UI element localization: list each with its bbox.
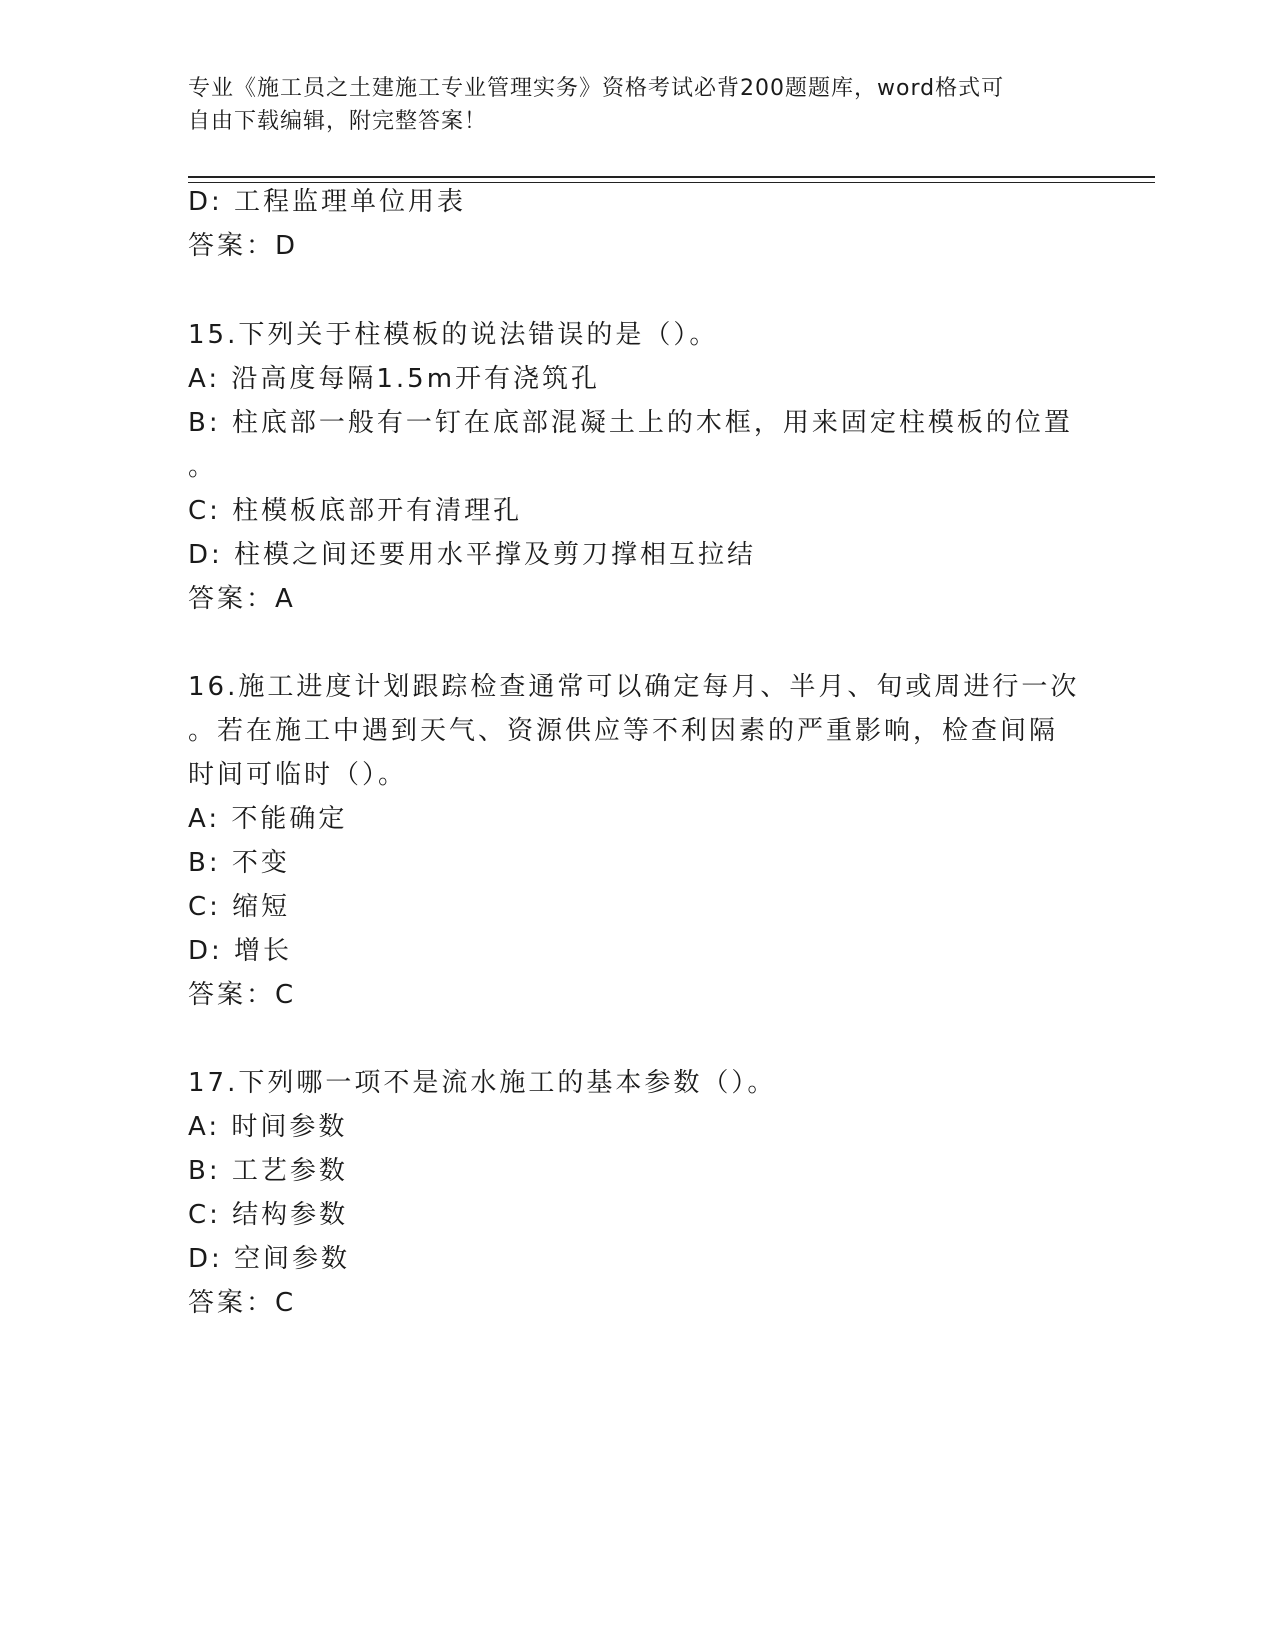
q17-option-c: C: 结构参数	[188, 1200, 349, 1230]
q16-stem-line-2: 。若在施工中遇到天气、资源供应等不利因素的严重影响，检查间隔	[188, 716, 1059, 746]
q15-answer: 答案：A	[188, 584, 296, 614]
prev-answer: 答案：D	[188, 231, 299, 261]
document-header	[188, 72, 1068, 138]
q17-option-d: D: 空间参数	[188, 1244, 351, 1274]
q16-option-a: A: 不能确定	[188, 804, 348, 834]
q16-answer: 答案：C	[188, 980, 297, 1010]
q16-stem-line-1: 16.施工进度计划跟踪检查通常可以确定每月、半月、旬或周进行一次	[188, 672, 1080, 702]
q15-option-d: D: 柱模之间还要用水平撑及剪刀撑相互拉结	[188, 540, 757, 570]
q15-option-b-cont: 。	[188, 452, 218, 482]
q16-option-c: C: 缩短	[188, 892, 291, 922]
q15-option-a: A: 沿高度每隔1.5m开有浇筑孔	[188, 364, 601, 394]
q16-stem-line-3: 时间可临时（）。	[188, 760, 408, 790]
header-line-1: 专业《施工员之土建施工专业管理实务》资格考试必背200题题库，word格式可	[188, 76, 1005, 101]
q16-option-d: D: 增长	[188, 936, 293, 966]
q17-option-b: B: 工艺参数	[188, 1156, 348, 1186]
q17-stem: 17.下列哪一项不是流水施工的基本参数（）。	[188, 1068, 777, 1098]
q15-option-b: B: 柱底部一般有一钉在底部混凝土上的木框，用来固定柱模板的位置	[188, 408, 1073, 438]
q16-option-b: B: 不变	[188, 848, 290, 878]
q15-stem: 15.下列关于柱模板的说法错误的是（）。	[188, 320, 719, 350]
q17-answer: 答案：C	[188, 1288, 297, 1318]
header-line-2: 自由下载编辑，附完整答案！	[188, 109, 488, 134]
header-divider-thin	[188, 182, 1155, 183]
header-divider-thick	[188, 176, 1155, 178]
prev-option-d: D: 工程监理单位用表	[188, 187, 467, 217]
q17-option-a: A: 时间参数	[188, 1112, 348, 1142]
q15-option-c: C: 柱模板底部开有清理孔	[188, 496, 523, 526]
